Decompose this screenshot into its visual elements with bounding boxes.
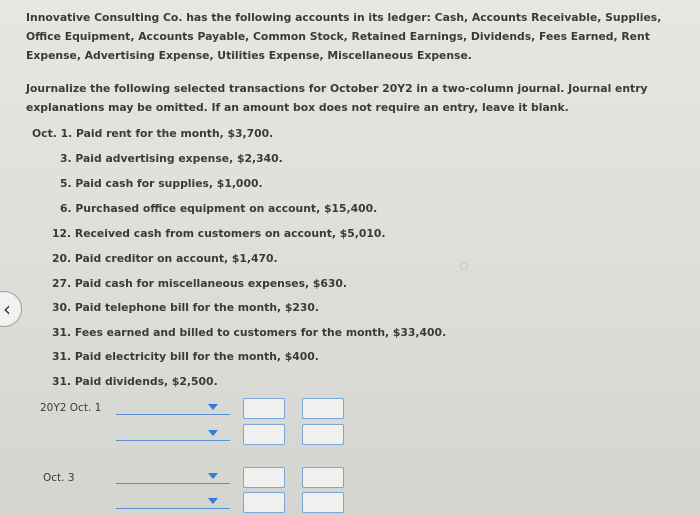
transaction-item: 31. Paid dividends, $2,500. xyxy=(52,375,218,388)
account-select[interactable] xyxy=(116,483,230,484)
transaction-item: 6. Purchased office equipment on account, $15,400. xyxy=(60,202,378,215)
transaction-item: 31. Fees earned and billed to customers for the month, $33,400. xyxy=(52,326,447,339)
journal-date-label: 20Y2 Oct. 1 xyxy=(40,402,102,414)
problem-intro: Innovative Consulting Co. has the following accounts in its ledger: Cash, Accounts Receivable, Supplies, Office Equipment, Accounts Payable, Common Stock, Retained Earnings, Dividends, Fees Earned, Rent Expense, Advertising Expense, Utilities Expense, Miscellaneous Expense. xyxy=(26,11,662,62)
caret-down-icon[interactable] xyxy=(208,404,218,410)
transaction-item: 12. Received cash from customers on account, $5,010. xyxy=(52,227,386,240)
chevron-left-icon: ‹ xyxy=(3,297,11,321)
transaction-item: 3. Paid advertising expense, $2,340. xyxy=(60,152,283,165)
caret-down-icon[interactable] xyxy=(208,473,218,479)
debit-amount-input[interactable] xyxy=(243,492,285,513)
transaction-item: 27. Paid cash for miscellaneous expenses, $630. xyxy=(52,277,348,290)
transaction-item: 31. Paid electricity bill for the month, $400. xyxy=(52,350,319,363)
debit-amount-input[interactable] xyxy=(243,467,285,488)
credit-amount-input[interactable] xyxy=(302,398,344,419)
transaction-item: 30. Paid telephone bill for the month, $230. xyxy=(52,301,320,314)
credit-amount-input[interactable] xyxy=(302,424,344,445)
back-button[interactable] xyxy=(0,291,22,327)
problem-instructions: Journalize the following selected transactions for October 20Y2 in a two-column journal. Journal entry explanations may be omitted. If an amount box does not require an entry, leave it blank. xyxy=(26,82,648,114)
caret-down-icon[interactable] xyxy=(208,430,218,436)
account-select[interactable] xyxy=(116,440,230,441)
caret-down-icon[interactable] xyxy=(208,498,218,504)
account-select[interactable] xyxy=(116,508,230,509)
debit-amount-input[interactable] xyxy=(243,424,285,445)
journal-date-label: Oct. 3 xyxy=(43,472,75,484)
transaction-item: 5. Paid cash for supplies, $1,000. xyxy=(60,177,263,190)
credit-amount-input[interactable] xyxy=(302,467,344,488)
transaction-item: 20. Paid creditor on account, $1,470. xyxy=(52,252,278,265)
debit-amount-input[interactable] xyxy=(243,398,285,419)
transaction-item: Oct. 1. Paid rent for the month, $3,700. xyxy=(32,127,274,140)
credit-amount-input[interactable] xyxy=(302,492,344,513)
cursor-ring xyxy=(460,262,468,270)
account-select[interactable] xyxy=(116,414,230,415)
